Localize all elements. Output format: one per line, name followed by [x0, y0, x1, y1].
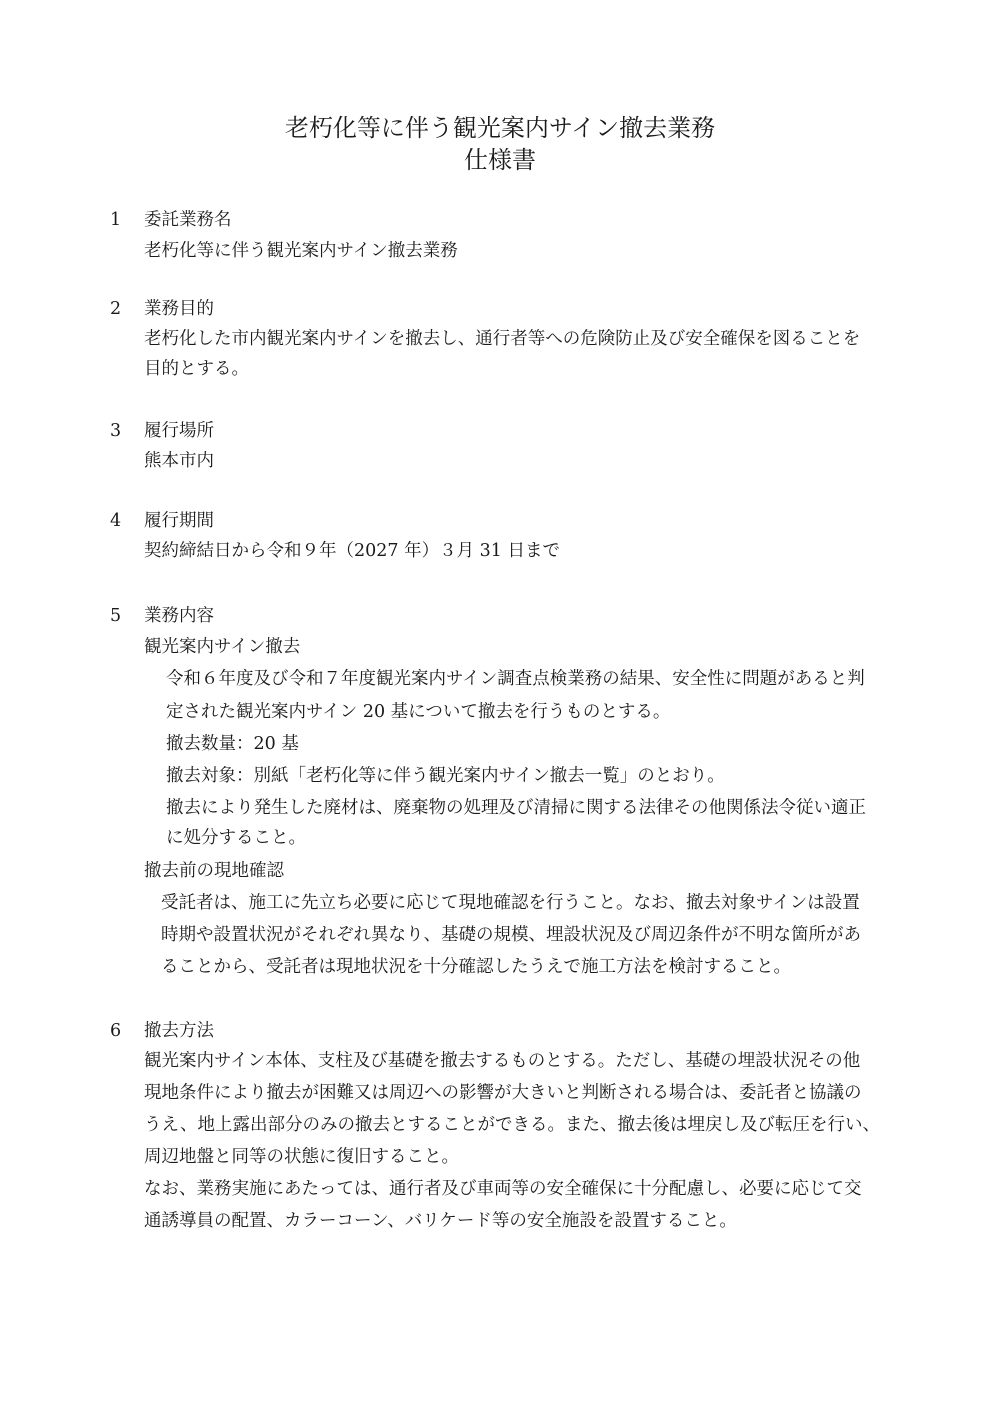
subsection-text: 定された観光案内サイン 20 基について撤去を行うものとする。 [166, 702, 671, 722]
section-number: 2 [110, 299, 122, 319]
subsection-text: 受託者は、施工に先立ち必要に応じて現地確認を行うこと。なお、撤去対象サインは設置 [161, 893, 860, 913]
subsection-text: 撤去数量：20 基 [166, 734, 299, 754]
section-text: 契約締結日から令和９年（2027 年）３月 31 日まで [144, 541, 560, 561]
section-text: なお、業務実施にあたっては、通行者及び車両等の安全確保に十分配慮し、必要に応じて交 [144, 1179, 862, 1199]
subsection-text: 撤去により発生した廃材は、廃棄物の処理及び清掃に関する法律その他関係法令従い適正 [166, 798, 866, 818]
subsection-text: に処分すること。 [166, 828, 306, 848]
section-heading: 履行場所 [144, 421, 214, 441]
subsection-heading: 観光案内サイン撤去 [144, 637, 301, 657]
section-text: 周辺地盤と同等の状態に復旧すること。 [144, 1147, 459, 1167]
subsection-text: 時期や設置状況がそれぞれ異なり、基礎の規模、埋設状況及び周辺条件が不明な箇所があ [161, 925, 861, 945]
subsection-text: ることから、受託者は現地状況を十分確認したうえで施工方法を検討すること。 [161, 957, 791, 977]
section-heading: 委託業務名 [144, 210, 232, 230]
section-text: 目的とする。 [144, 359, 249, 379]
section-heading: 撤去方法 [144, 1021, 214, 1041]
section-text: 老朽化等に伴う観光案内サイン撤去業務 [144, 241, 458, 261]
title-line-2: 仕様書 [464, 146, 536, 174]
section-number: 1 [110, 210, 122, 230]
subsection-text: 撤去対象：別紙「老朽化等に伴う観光案内サイン撤去一覧」のとおり。 [166, 766, 725, 786]
section-text: 熊本市内 [144, 451, 214, 471]
title-line-1: 老朽化等に伴う観光案内サイン撤去業務 [284, 114, 716, 142]
subsection-text: 令和６年度及び令和７年度観光案内サイン調査点検業務の結果、安全性に問題があると判 [166, 669, 865, 689]
section-heading: 履行期間 [144, 511, 214, 531]
section-text: 観光案内サイン本体、支柱及び基礎を撤去するものとする。ただし、基礎の埋設状況その他 [144, 1051, 861, 1071]
subsection-heading: 撤去前の現地確認 [144, 861, 284, 881]
section-number: 3 [110, 421, 122, 441]
section-text: 現地条件により撤去が困難又は周辺への影響が大きいと判断される場合は、委託者と協議の [144, 1083, 862, 1103]
section-number: 6 [110, 1021, 122, 1041]
section-text: うえ、地上露出部分のみの撤去とすることができる。また、撤去後は埋戻し及び転圧を行い、 [144, 1115, 881, 1135]
section-number: 4 [110, 511, 122, 531]
section-text: 通誘導員の配置、カラーコーン、バリケード等の安全施設を設置すること。 [144, 1211, 737, 1231]
section-text: 老朽化した市内観光案内サインを撤去し、通行者等への危険防止及び安全確保を図ることを [144, 329, 861, 349]
section-heading: 業務目的 [144, 299, 214, 319]
section-heading: 業務内容 [144, 606, 214, 626]
section-number: 5 [110, 606, 122, 626]
